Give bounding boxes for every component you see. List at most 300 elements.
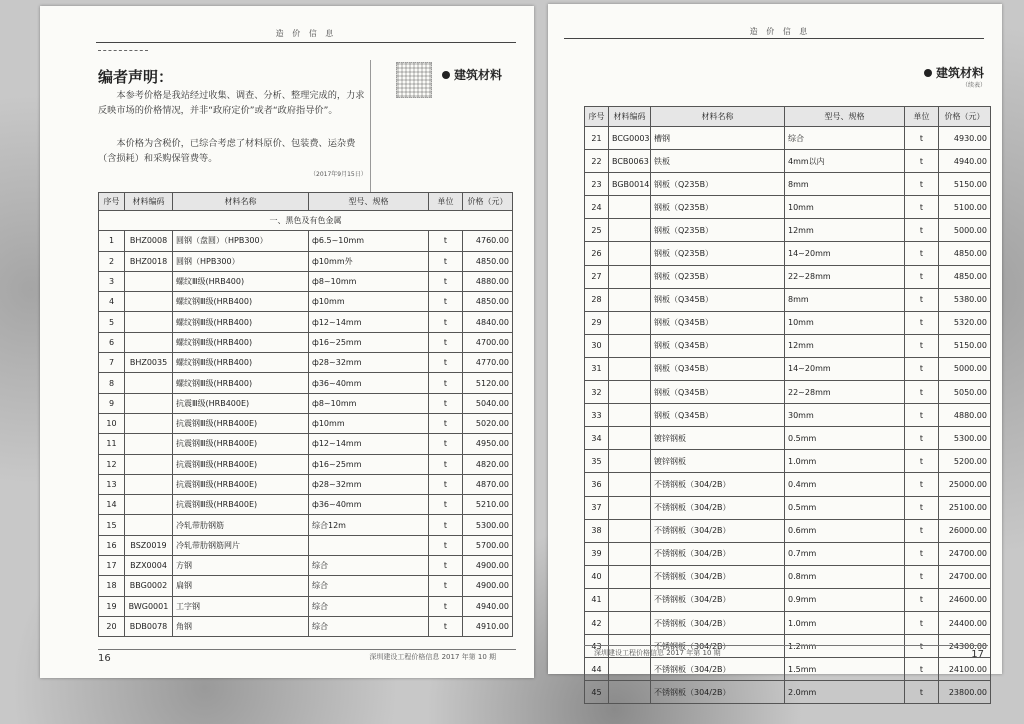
table-cell: t [905, 473, 939, 496]
table-cell: 0.5mm [785, 427, 905, 450]
table-cell: 5380.00 [939, 288, 991, 311]
table-cell: 22~28mm [785, 381, 905, 404]
table-cell: 12mm [785, 219, 905, 242]
table-cell: 30 [585, 334, 609, 357]
table-cell: 5020.00 [463, 413, 513, 433]
table-cell: 1.2mm [785, 635, 905, 658]
table-cell: 不锈钢板（304/2B） [651, 473, 785, 496]
table-cell: 不锈钢板（304/2B） [651, 542, 785, 565]
table-cell: ф36~40mm [309, 373, 429, 393]
table-row [585, 542, 991, 565]
table-cell: 6 [99, 332, 125, 352]
table-cell: 28 [585, 288, 609, 311]
table-cell: 4850.00 [939, 265, 991, 288]
column-header: 材料编码 [125, 193, 173, 211]
table-row [585, 588, 991, 611]
table-cell: 3 [99, 271, 125, 291]
table-cell: 不锈钢板（304/2B） [651, 519, 785, 542]
table-row [585, 681, 991, 704]
table-cell [609, 219, 651, 242]
table-cell: 不锈钢板（304/2B） [651, 565, 785, 588]
table-cell: t [429, 271, 463, 291]
table-cell: ф6.5~10mm [309, 231, 429, 251]
table-cell: 25100.00 [939, 496, 991, 519]
table-cell: t [905, 496, 939, 519]
table-cell: 钢板（Q345B） [651, 404, 785, 427]
table-cell: t [905, 635, 939, 658]
page-number: 16 [98, 653, 111, 664]
table-cell: ф12~14mm [309, 434, 429, 454]
table-cell: 4820.00 [463, 454, 513, 474]
table-cell: 5700.00 [463, 535, 513, 555]
table-cell: 15 [99, 515, 125, 535]
table-cell: ф12~14mm [309, 312, 429, 332]
table-cell: t [429, 616, 463, 636]
footer-rule [584, 645, 988, 646]
table-cell: t [905, 519, 939, 542]
table-cell: 8mm [785, 173, 905, 196]
table-cell: 5100.00 [939, 196, 991, 219]
group-title: 一、黑色及有色金属 [99, 211, 513, 231]
table-row [585, 265, 991, 288]
table-row [585, 381, 991, 404]
table-cell: t [905, 219, 939, 242]
table-cell: 34 [585, 427, 609, 450]
table-cell [609, 427, 651, 450]
divider [370, 60, 371, 200]
table-row [99, 353, 513, 373]
table-cell: 4940.00 [463, 596, 513, 616]
column-header: 价格（元） [939, 107, 991, 127]
table-cell: 8 [99, 373, 125, 393]
table-cell: 5300.00 [939, 427, 991, 450]
table-cell: 不锈钢板（304/2B） [651, 496, 785, 519]
table-cell [609, 311, 651, 334]
table-cell: BHZ0035 [125, 353, 173, 373]
table-cell: BGB0014 [609, 173, 651, 196]
table-cell: 5150.00 [939, 334, 991, 357]
table-cell: 9 [99, 393, 125, 413]
table-cell: 26 [585, 242, 609, 265]
table-row [585, 473, 991, 496]
table-cell: 5200.00 [939, 450, 991, 473]
table-row [99, 576, 513, 596]
table-cell: BCB0063 [609, 150, 651, 173]
table-cell: 27 [585, 265, 609, 288]
table-cell: 5040.00 [463, 393, 513, 413]
table-cell: 钢板（Q345B） [651, 288, 785, 311]
qr-code-icon [396, 62, 432, 98]
table-cell: 5000.00 [939, 357, 991, 380]
column-header: 材料名称 [173, 193, 309, 211]
table-cell: 4880.00 [463, 271, 513, 291]
table-cell [609, 242, 651, 265]
table-cell: t [905, 173, 939, 196]
table-cell: 5150.00 [939, 173, 991, 196]
table-cell: 24 [585, 196, 609, 219]
table-cell: 抗震钢Ⅲ级(HRB400E) [173, 454, 309, 474]
table-cell [609, 473, 651, 496]
table-cell: 25000.00 [939, 473, 991, 496]
table-row [585, 150, 991, 173]
table-cell: 5000.00 [939, 219, 991, 242]
table-cell [609, 288, 651, 311]
table-cell: 29 [585, 311, 609, 334]
table-cell: 钢板（Q345B） [651, 381, 785, 404]
table-cell: 7 [99, 353, 125, 373]
table-cell: t [905, 127, 939, 150]
table-cell: 35 [585, 450, 609, 473]
table-cell: 工字钢 [173, 596, 309, 616]
table-cell: 4700.00 [463, 332, 513, 352]
table-cell: 24300.00 [939, 635, 991, 658]
table-cell: 螺纹钢Ⅲ级(HRB400) [173, 332, 309, 352]
table-cell: 综合 [309, 576, 429, 596]
table-row [585, 496, 991, 519]
table-cell: 5050.00 [939, 381, 991, 404]
table-cell [125, 454, 173, 474]
table-cell: BZX0004 [125, 556, 173, 576]
table-row [99, 251, 513, 271]
table-cell [125, 292, 173, 312]
table-cell: t [905, 588, 939, 611]
price-table [584, 106, 991, 704]
table-cell: 4mm以内 [785, 150, 905, 173]
table-cell: 42 [585, 611, 609, 634]
table-cell: t [429, 231, 463, 251]
table-cell: t [905, 242, 939, 265]
table-row [99, 556, 513, 576]
table-cell: 方钢 [173, 556, 309, 576]
table-cell: 23 [585, 173, 609, 196]
table-cell: t [905, 288, 939, 311]
table-cell: 10mm [785, 196, 905, 219]
table-cell: t [905, 611, 939, 634]
table-cell: ф8~10mm [309, 393, 429, 413]
table-cell: 4850.00 [463, 251, 513, 271]
editor-statement-paragraph: 本参考价格是我站经过收集、调查、分析、整理完成的，力求反映市场的价格情况，并非“政府定价”或者“政府指导价”。 [98, 90, 365, 116]
table-row [99, 616, 513, 636]
table-cell: 12mm [785, 334, 905, 357]
table-cell: t [429, 515, 463, 535]
table-cell: 4840.00 [463, 312, 513, 332]
table-cell [609, 450, 651, 473]
footer-text: 深圳建设工程价格信息 2017 年第 10 期 [369, 653, 496, 661]
table-cell: t [429, 413, 463, 433]
footer-text: 深圳建设工程价格信息 2017 年第 10 期 [594, 649, 721, 657]
table-cell: 钢板（Q235B） [651, 242, 785, 265]
table-row [585, 404, 991, 427]
table-cell: 钢板（Q235B） [651, 196, 785, 219]
table-cell: 33 [585, 404, 609, 427]
left-page [40, 6, 534, 678]
table-cell [125, 413, 173, 433]
table-cell: 综合 [309, 556, 429, 576]
table-cell: 22~28mm [785, 265, 905, 288]
column-header: 单位 [429, 193, 463, 211]
table-cell: 23800.00 [939, 681, 991, 704]
table-cell: 5 [99, 312, 125, 332]
table-row [585, 173, 991, 196]
table-cell: 4770.00 [463, 353, 513, 373]
table-cell: t [905, 450, 939, 473]
table-cell: t [905, 565, 939, 588]
section-title-text: 建筑材料 [454, 68, 503, 82]
table-cell: 17 [99, 556, 125, 576]
table-row [585, 196, 991, 219]
table-cell: 10 [99, 413, 125, 433]
table-row [585, 242, 991, 265]
table-cell: 1.5mm [785, 658, 905, 681]
table-row [585, 450, 991, 473]
table-row [99, 474, 513, 494]
table-header-row [585, 107, 991, 127]
table-cell: 0.4mm [785, 473, 905, 496]
table-cell: 22 [585, 150, 609, 173]
table-cell [609, 658, 651, 681]
table-row [585, 357, 991, 380]
table-row [585, 519, 991, 542]
table-cell [125, 515, 173, 535]
header-rule [564, 38, 984, 39]
table-cell [609, 496, 651, 519]
column-header: 单位 [905, 107, 939, 127]
column-header: 材料编码 [609, 107, 651, 127]
column-header: 型号、规格 [309, 193, 429, 211]
table-header-row [99, 193, 513, 211]
table-cell: t [905, 311, 939, 334]
table-row [99, 393, 513, 413]
table-cell [125, 332, 173, 352]
table-row [585, 565, 991, 588]
table-cell: t [905, 334, 939, 357]
table-cell: 槽钢 [651, 127, 785, 150]
table-cell: 抗震钢Ⅲ级(HRB400E) [173, 434, 309, 454]
table-cell: 钢板（Q235B） [651, 265, 785, 288]
table-cell: BDB0078 [125, 616, 173, 636]
table-cell: 12 [99, 454, 125, 474]
table-cell: BCG0003 [609, 127, 651, 150]
table-cell: t [429, 434, 463, 454]
table-cell: t [429, 576, 463, 596]
column-header: 价格（元） [463, 193, 513, 211]
table-cell: 13 [99, 474, 125, 494]
table-cell: 钢板（Q345B） [651, 311, 785, 334]
table-cell: 钢板（Q235B） [651, 219, 785, 242]
table-cell [609, 404, 651, 427]
table-cell: 4900.00 [463, 576, 513, 596]
table-cell: 4870.00 [463, 474, 513, 494]
table-cell: 24700.00 [939, 565, 991, 588]
table-cell: t [905, 658, 939, 681]
table-cell: 4880.00 [939, 404, 991, 427]
table-cell: 不锈钢板（304/2B） [651, 658, 785, 681]
table-cell: t [905, 150, 939, 173]
table-cell [125, 373, 173, 393]
table-cell: 圆钢（HPB300） [173, 251, 309, 271]
editor-statement-paragraph: 本价格为含税价，已综合考虑了材料原价、包装费、运杂费（含损耗）和采购保管费等。 [98, 138, 356, 164]
table-cell: ф16~25mm [309, 454, 429, 474]
table-cell [125, 393, 173, 413]
column-header: 型号、规格 [785, 107, 905, 127]
table-cell: BHZ0008 [125, 231, 173, 251]
table-cell: 0.6mm [785, 519, 905, 542]
table-cell: 32 [585, 381, 609, 404]
table-cell [125, 434, 173, 454]
table-cell: 螺纹钢Ⅲ级(HRB400) [173, 292, 309, 312]
table-cell: t [429, 332, 463, 352]
table-row [585, 288, 991, 311]
table-cell [609, 381, 651, 404]
table-cell: 0.8mm [785, 565, 905, 588]
table-cell: 钢板（Q235B） [651, 173, 785, 196]
price-table [98, 192, 513, 637]
table-cell: 综合12m [309, 515, 429, 535]
table-cell [609, 334, 651, 357]
table-cell [125, 312, 173, 332]
table-cell: 10mm [785, 311, 905, 334]
table-cell: 24400.00 [939, 611, 991, 634]
table-cell: ф10mm [309, 292, 429, 312]
table-cell: 25 [585, 219, 609, 242]
table-row [99, 413, 513, 433]
column-header: 材料名称 [651, 107, 785, 127]
table-cell: 24700.00 [939, 542, 991, 565]
table-cell: ф10mm [309, 413, 429, 433]
table-cell: 30mm [785, 404, 905, 427]
page-number: 17 [971, 649, 984, 660]
table-cell: t [905, 381, 939, 404]
table-cell: BBG0002 [125, 576, 173, 596]
table-cell: 螺纹钢Ⅲ级(HRB400) [173, 312, 309, 332]
table-cell: 37 [585, 496, 609, 519]
table-cell: 铁板 [651, 150, 785, 173]
table-cell: 2 [99, 251, 125, 271]
table-cell: ф28~32mm [309, 353, 429, 373]
editor-statement-date: （2017年9月15日） [310, 171, 367, 178]
table-cell: t [905, 427, 939, 450]
table-cell: 抗震钢Ⅲ级(HRB400E) [173, 474, 309, 494]
table-cell: 5120.00 [463, 373, 513, 393]
table-row [99, 312, 513, 332]
table-cell: t [905, 404, 939, 427]
table-cell: 扁钢 [173, 576, 309, 596]
table-cell: 1 [99, 231, 125, 251]
table-cell [609, 565, 651, 588]
column-header: 序号 [585, 107, 609, 127]
table-cell: t [905, 542, 939, 565]
table-cell: 4760.00 [463, 231, 513, 251]
table-cell: 44 [585, 658, 609, 681]
table-cell: 4930.00 [939, 127, 991, 150]
table-cell: 21 [585, 127, 609, 150]
table-cell: 螺纹钢Ⅲ级(HRB400) [173, 353, 309, 373]
table-cell: t [429, 251, 463, 271]
table-cell: 11 [99, 434, 125, 454]
continued-note: （续表） [962, 82, 987, 89]
table-cell: 36 [585, 473, 609, 496]
table-cell: t [429, 535, 463, 555]
table-cell: 4910.00 [463, 616, 513, 636]
table-row [585, 311, 991, 334]
table-cell: 抗震钢Ⅲ级(HRB400E) [173, 495, 309, 515]
table-cell: t [429, 556, 463, 576]
table-cell: t [429, 393, 463, 413]
table-cell: 45 [585, 681, 609, 704]
table-cell: t [429, 596, 463, 616]
table-cell: 抗震钢Ⅲ级(HRB400E) [173, 413, 309, 433]
table-cell: 4950.00 [463, 434, 513, 454]
editor-statement-title: 编者声明： [98, 68, 174, 86]
table-cell: 14 [99, 495, 125, 515]
table-cell: 综合 [785, 127, 905, 150]
table-cell: 不锈钢板（304/2B） [651, 611, 785, 634]
table-cell: t [429, 474, 463, 494]
table-cell: 24600.00 [939, 588, 991, 611]
table-cell: 0.5mm [785, 496, 905, 519]
bullet-icon [924, 69, 932, 77]
table-cell: 不锈钢板（304/2B） [651, 635, 785, 658]
table-cell [125, 495, 173, 515]
table-row [585, 427, 991, 450]
table-cell: 14~20mm [785, 242, 905, 265]
table-cell: 31 [585, 357, 609, 380]
table-cell: 2.0mm [785, 681, 905, 704]
table-cell: BWG0001 [125, 596, 173, 616]
table-cell: 18 [99, 576, 125, 596]
table-cell: 不锈钢板（304/2B） [651, 588, 785, 611]
table-cell: 5300.00 [463, 515, 513, 535]
table-cell: 24100.00 [939, 658, 991, 681]
table-cell: 0.9mm [785, 588, 905, 611]
table-cell: 螺纹钢Ⅲ级(HRB400) [173, 373, 309, 393]
table-row [585, 611, 991, 634]
table-cell: 4940.00 [939, 150, 991, 173]
table-cell: ф16~25mm [309, 332, 429, 352]
table-row [585, 127, 991, 150]
table-cell: 4900.00 [463, 556, 513, 576]
table-row [585, 334, 991, 357]
table-cell: 角钢 [173, 616, 309, 636]
table-cell: 4850.00 [463, 292, 513, 312]
table-row [99, 332, 513, 352]
table-cell: 镀锌钢板 [651, 427, 785, 450]
table-cell: 5210.00 [463, 495, 513, 515]
table-cell: 43 [585, 635, 609, 658]
table-cell: 19 [99, 596, 125, 616]
table-row [99, 535, 513, 555]
footer-rule [98, 649, 516, 650]
table-cell [609, 519, 651, 542]
table-cell [309, 535, 429, 555]
table-cell: 圆钢（盘圆）（HPB300） [173, 231, 309, 251]
table-cell: 16 [99, 535, 125, 555]
table-cell: 钢板（Q345B） [651, 334, 785, 357]
table-cell: t [429, 292, 463, 312]
table-cell: BHZ0018 [125, 251, 173, 271]
table-cell: t [905, 265, 939, 288]
table-cell: ф10mm外 [309, 251, 429, 271]
table-cell: 14~20mm [785, 357, 905, 380]
table-cell [609, 265, 651, 288]
bullet-icon [442, 71, 450, 79]
section-title [924, 64, 984, 81]
table-row [99, 231, 513, 251]
table-cell: 0.7mm [785, 542, 905, 565]
table-cell [609, 681, 651, 704]
table-cell: t [905, 681, 939, 704]
table-row [99, 271, 513, 291]
